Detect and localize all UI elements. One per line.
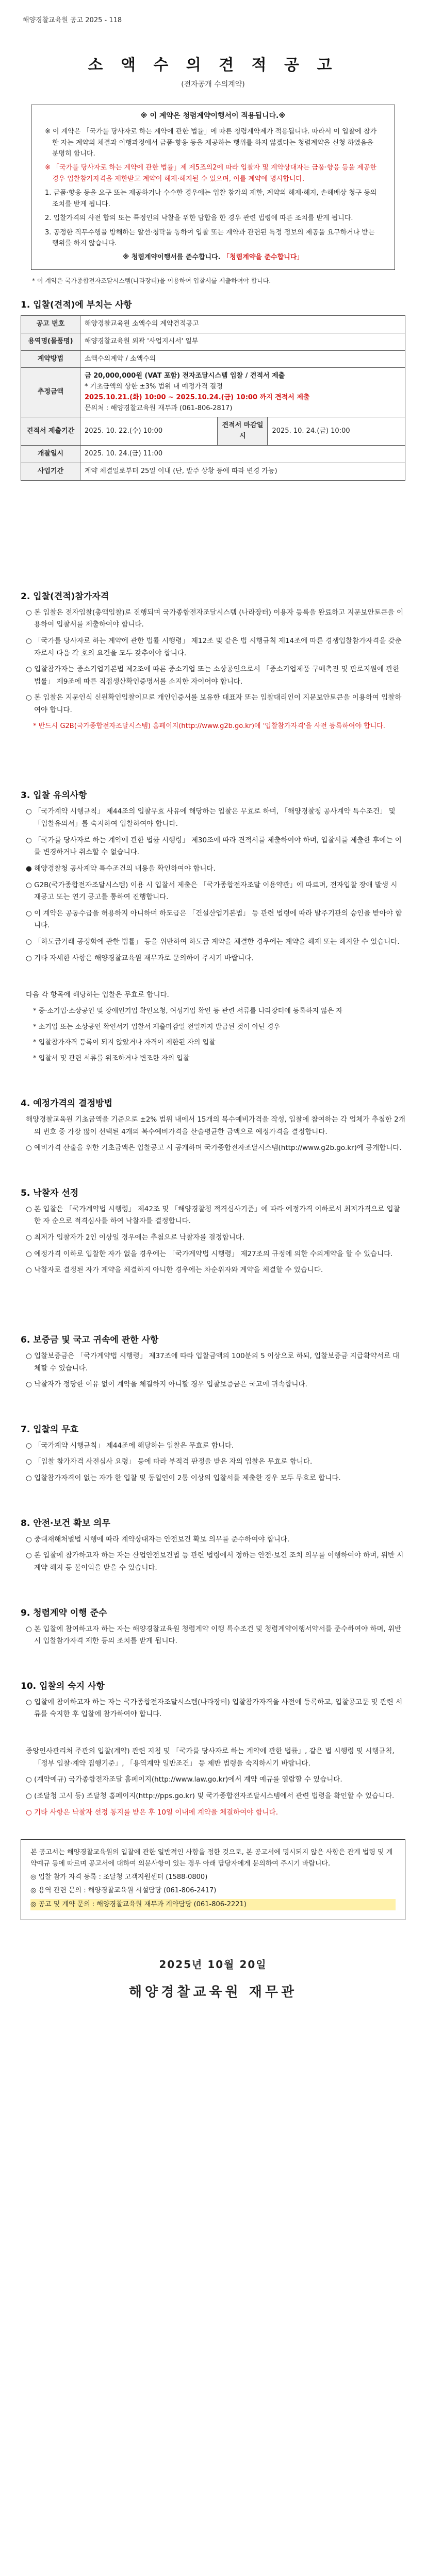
row-label: 계약방법 <box>21 350 80 368</box>
section-paragraph: ○ G2B(국가종합전자조달시스템) 이용 시 입찰서 제출은 「국가종합전자조달 이용약관」에 따르며, 전자입찰 장애 발생 시 재공고 또는 연기 공고를 통하여 진행합니다. <box>26 880 398 902</box>
document-title: 소 액 수 의 견 적 공 고 <box>88 56 338 74</box>
table-row <box>21 315 405 333</box>
contact-line: ◎ 용역 관련 문의 : 해양경찰교육원 시설담당 (061-806-2417) <box>30 1887 217 1895</box>
section-paragraph: ○ 본 입찰에 참여하고자 하는 자는 해양경찰교육원 청렴계약 이행 특수조건 및 청렴계약이행서약서를 준수하여야 하며, 위반 시 입찰참가자격 제한 등의 조치를 받게 됩니다. <box>26 1624 402 1646</box>
row-label: 사업기간 <box>21 463 80 480</box>
row-value: 해양경찰교육원 소액수의 계약견적공고 <box>80 315 405 333</box>
row-subvalue: 2025. 10. 24.(금) 10:00 <box>268 417 405 446</box>
integrity-footer-highlight: 「청렴계약을 준수합니다」 <box>223 253 304 262</box>
section-paragraph: ○ 예비가격 산출을 위한 기초금액은 입찰공고 시 공개하며 국가종합전자조달시스템(http://www.g2b.go.kr)에 공개합니다. <box>26 1144 402 1153</box>
section-paragraph: ○ (계약예규) 국가종합전자조달 홈페이지(http://www.law.go.kr)에서 계약 예규를 열람할 수 있습니다. <box>26 1775 342 1784</box>
integrity-notice-item: 3. 공정한 직무수행을 방해하는 알선·청탁을 통하여 입찰 또는 계약과 관련된 특정 정보의 제공을 요구하거나 받는 행위를 하지 않습니다. <box>45 228 375 248</box>
section-paragraph: ○ 입찰보증금은 「국가계약법 시행령」 제37조에 따라 입찰금액의 100분의 5 이상으로 하되, 입찰보증금 지급확약서로 대체할 수 있습니다. <box>26 1351 400 1372</box>
section-paragraph: ○ 낙찰자가 정당한 이유 없이 계약을 체결하지 아니할 경우 입찰보증금은 국고에 귀속합니다. <box>26 1380 307 1389</box>
overview-table <box>21 315 405 481</box>
integrity-notice-footer <box>45 252 381 263</box>
section-paragraph: ○ 중대재해처벌법 시행에 따라 계약상대자는 안전보건 확보 의무를 준수하여야 합니다. <box>26 1535 290 1544</box>
section-heading-8: 8. 안전·보건 확보 의무 <box>21 1518 110 1529</box>
table-row <box>21 446 405 463</box>
row-label: 개찰일시 <box>21 446 80 463</box>
section-paragraph: 해양경찰교육원 기초금액을 기준으로 ±2% 범위 내에서 15개의 복수예비가격을 작성, 입찰에 참여하는 각 업체가 추첨한 2개의 번호 중 가장 많이 선택된 4개의 복수예비가격을 산술평균한 금액으로 예정가격을 결정합니다. <box>26 1115 405 1136</box>
notice-number: 해양경찰교육원 공고 2025 - 118 <box>23 16 122 24</box>
row-value-estimate <box>80 368 405 417</box>
row-value: 계약 체결일로부터 25일 이내 (단, 발주 상황 등에 따라 변경 가능) <box>80 463 405 480</box>
integrity-notice-item: 2. 입찰가격의 사전 합의 또는 특정인의 낙찰을 위한 담합을 한 경우 관련 법령에 따른 조치를 받게 됩니다. <box>45 214 353 223</box>
estimate-amount: 금 20,000,000원 (VAT 포함) 전자조달시스템 입찰 / 견적서 제출 <box>85 372 285 380</box>
contact-info-box <box>21 1839 405 1920</box>
section-paragraph: ○ 최저가 입찰자가 2인 이상일 경우에는 추첨으로 낙찰자를 결정합니다. <box>26 1233 245 1242</box>
section-paragraph: ○ 「국가계약 시행규칙」 제44조에 해당하는 입찰은 무효로 합니다. <box>26 1441 234 1450</box>
contact-line: ◎ 입찰 참가 자격 등록 : 조달청 고객지원센터 (1588-0800) <box>30 1873 208 1882</box>
table-row <box>21 368 405 417</box>
row-label: 용역명(물품명) <box>21 333 80 350</box>
row-value: 2025. 10. 24.(금) 11:00 <box>80 446 405 463</box>
table-row <box>21 350 405 368</box>
section-heading-9: 9. 청렴계약 이행 준수 <box>21 1607 107 1618</box>
row-value: 소액수의계약 / 소액수의 <box>80 350 405 368</box>
section-paragraph: ○ 입찰에 참여하고자 하는 자는 국가종합전자조달시스템(나라장터) 입찰참가자격을 사전에 등록하고, 입찰공고문 및 관련 서류를 숙지한 후 입찰에 참가하여야 합니다. <box>26 1698 403 1719</box>
section-paragraph: ○ 기타 사항은 낙찰자 선정 통지를 받은 후 10일 이내에 계약을 체결하여야 합니다. <box>26 1808 278 1817</box>
estimate-submission-period: 2025.10.21.(화) 10:00 ~ 2025.10.24.(금) 10:00 까지 견적서 제출 <box>85 393 310 401</box>
top-footnote: * 이 계약은 국가종합전자조달시스템(나라장터)을 이용하여 입찰서를 제출하여야 합니다. <box>32 277 271 284</box>
integrity-notice-item: 1. 금품·향응 등을 요구 또는 제공하거나 수수한 경우에는 입찰 참가의 제한, 계약의 해제·해지, 손해배상 청구 등의 조치를 받게 됩니다. <box>45 189 377 208</box>
section-heading-1: 1. 입찰(견적)에 부치는 사항 <box>21 299 132 310</box>
section-paragraph: ○ 낙찰자로 결정된 자가 계약을 체결하지 아니한 경우에는 차순위자와 계약을 체결할 수 있습니다. <box>26 1266 323 1275</box>
table-row <box>21 463 405 480</box>
section-paragraph: 다음 각 항목에 해당하는 입찰은 무효로 합니다. <box>26 991 169 999</box>
section-heading-5: 5. 낙찰자 선정 <box>21 1188 79 1198</box>
section-paragraph: 중앙인사관리처 주관의 입찰(계약) 관련 지침 및 「국가를 당사자로 하는 계약에 관한 법률」, 같은 법 시행령 및 시행규칙, 「정부 입찰·계약 집행기준」, 「용역계약 일반조건」 등 제반 법령을 숙지하시기 바랍니다. <box>26 1747 395 1768</box>
row-sublabel: 견적서 마감일시 <box>218 417 268 446</box>
section-paragraph: ○ 본 입찰은 전자입찰(총액입찰)로 진행되며 국가종합전자조달시스템 (나라장터) 이용자 등록을 완료하고 지문보안토큰을 이용하여 입찰서를 제출하여야 합니다. <box>26 608 404 629</box>
row-label: 견적서 제출기간 <box>21 417 80 446</box>
table-row <box>21 333 405 350</box>
section-heading-2: 2. 입찰(견적)참가자격 <box>21 591 109 602</box>
section-note: * 소기업 또는 소상공인 확인서가 입찰서 제출마감일 전일까지 발급된 것이 아닌 경우 <box>33 1023 280 1031</box>
section-paragraph: ○ 입찰참가자격이 없는 자가 한 입찰 및 동일인이 2통 이상의 입찰서를 제출한 경우 모두 무효로 합니다. <box>26 1474 341 1483</box>
section-paragraph: ○ 「하도급거래 공정화에 관한 법률」 등을 위반하여 하도급 계약을 체결한 경우에는 계약을 해제 또는 해지할 수 있습니다. <box>26 938 400 946</box>
section-paragraph: ○ 「국가를 당사자로 하는 계약에 관한 법률 시행령」 제12조 및 같은 법 시행규칙 제14조에 따른 경쟁입찰참가자격을 갖춘 자로서 다음 각 호의 요건을 모두 갖추어야 합니다. <box>26 636 402 657</box>
section-heading-10: 10. 입찰의 숙지 사항 <box>21 1681 105 1691</box>
issuer-name: 해양경찰교육원 재무관 <box>128 1984 298 2000</box>
integrity-notice-item: ※ 「국가를 당사자로 하는 계약에 관한 법률」제 제5조의2에 따라 입찰자 및 계약상대자는 금품·향응 등을 제공한 경우 입찰참가자격을 제한받고 계약이 해제·해지될 수 있으며, 이를 계약에 명시합니다. <box>45 164 376 183</box>
section-paragraph: ○ 예정가격 이하로 입찰한 자가 없을 경우에는 「국가계약법 시행령」 제27조의 규정에 의한 수의계약을 할 수 있습니다. <box>26 1249 393 1258</box>
section-heading-6: 6. 보증금 및 국고 귀속에 관한 사항 <box>21 1334 159 1345</box>
section-paragraph: ○ 입찰참가자는 중소기업기본법 제2조에 따른 중소기업 또는 소상공인으로서 「중소기업제품 구매촉진 및 판로지원에 관한 법률」 제9조에 따른 직접생산확인증명서를 소지한 자이어야 합니다. <box>26 665 400 686</box>
integrity-notice-title: ※ 이 계약은 청렴계약이행서이 적용됩니다.※ <box>140 112 286 120</box>
section-paragraph: ○ 본 입찰은 「국가계약법 시행령」 제42조 및 「해양경찰청 적격심사기준」에 따라 예정가격 이하로서 최저가격으로 입찰한 자 순으로 적격심사를 하여 낙찰자를 결정합니다. <box>26 1205 400 1226</box>
row-label: 추정금액 <box>21 368 80 417</box>
document-subtitle: (전자공개 수의계약) <box>181 80 245 89</box>
row-value: 해양경찰교육원 외곽 '사업지시서' 일부 <box>80 333 405 350</box>
section-heading-7: 7. 입찰의 무효 <box>21 1424 79 1435</box>
row-label: 공고 번호 <box>21 315 80 333</box>
section-paragraph: ○ 「입찰 참가자격 사전심사 요령」 등에 따라 부적격 판정을 받은 자의 입찰은 무효로 합니다. <box>26 1458 313 1466</box>
section-note: * 입찰참가자격 등록이 되지 않았거나 자격이 제한된 자의 입찰 <box>33 1039 216 1047</box>
section-paragraph: ○ 본 입찰에 참가하고자 하는 자는 산업안전보건법 등 관련 법령에서 정하는 안전·보건 조치 의무를 이행하여야 하며, 위반 시 계약 해지 등 불이익을 받을 수 있습니다. <box>26 1551 404 1572</box>
section-paragraph: ○ 본 입찰은 지문인식 신원확인입찰이므로 개인인증서를 보유한 대표자 또는 입찰대리인이 지문보안토큰을 이용하여 입찰하여야 합니다. <box>26 693 402 715</box>
estimate-extra: * 기초금액의 상한 ±3% 범위 내 예정가격 결정 <box>85 383 223 391</box>
section-paragraph: ● 해양경찰청 공사계약 특수조건의 내용을 확인하여야 합니다. <box>26 864 216 873</box>
integrity-notice-box <box>31 105 395 270</box>
section-paragraph: ○ (조달청 고시 등) 조달청 홈페이지(http://pps.go.kr) 및 국가종합전자조달시스템에서 관련 법령을 확인할 수 있습니다. <box>26 1791 395 1800</box>
contact-intro: 본 공고서는 해양경찰교육원의 입찰에 관한 일반적인 사항을 정한 것으로, 본 공고서에 명시되지 않은 사항은 관계 법령 및 계약예규 등에 따르며 공고서에 대하여 의문사항이 있는 경우 아래 담당자에게 문의하여 주시기 바랍니다. <box>30 1849 393 1868</box>
row-value: 2025. 10. 22.(수) 10:00 <box>80 417 218 446</box>
section-paragraph: ○ 「국가를 당사자로 하는 계약에 관한 법률 시행령」 제30조에 따라 견적서를 제출하여야 하며, 입찰서를 제출한 후에는 이를 변경하거나 취소할 수 없습니다. <box>26 836 402 857</box>
section-heading-4: 4. 예정가격의 결정방법 <box>21 1098 112 1109</box>
section-note: * 입찰서 및 관련 서류를 위조하거나 변조한 자의 입찰 <box>33 1055 190 1063</box>
estimate-contact: 문의처 : 해양경찰교육원 재무과 (061-806-2817) <box>85 404 233 412</box>
section-heading-3: 3. 입찰 유의사항 <box>21 790 87 801</box>
contact-line: ◎ 공고 및 계약 문의 : 해양경찰교육원 재무과 계약담당 (061-806-2221) <box>30 1899 396 1910</box>
section-note: * 중·소기업·소상공인 및 장애인기업 확인요청, 여성기업 확인 등 관련 서류를 나라장터에 등록하지 않은 자 <box>33 1007 343 1015</box>
section-note: * 반드시 G2B(국가종합전자조달시스템) 홈페이지(http://www.g2b.go.kr)에 '입찰참가자격'을 사전 등록하여야 합니다. <box>33 722 385 730</box>
notice-date: 2025년 10월 20일 <box>159 1958 267 1971</box>
integrity-footer-prefix: ※ 청렴계약이행서를 준수합니다. <box>122 253 221 262</box>
integrity-notice-item: ※ 이 계약은 「국가를 당사자로 하는 계약에 관한 법률」에 따른 청렴계약제가 적용됩니다. 따라서 이 입찰에 참가한 자는 계약의 체결과 이행과정에서 금품·향응 등을 제공하는 행위를 하지 않겠다는 청렴계약을 신청 하였음을 분명히 합니다. <box>45 128 377 158</box>
table-row <box>21 417 405 446</box>
section-paragraph: ○ 이 계약은 공동수급을 허용하지 아니하며 하도급은 「건설산업기본법」 등 관련 법령에 따라 발주기관의 승인을 받아야 합니다. <box>26 909 402 930</box>
section-paragraph: ○ 기타 자세한 사항은 해양경찰교육원 재무과로 문의하여 주시기 바랍니다. <box>26 954 254 962</box>
section-paragraph: ○ 「국가계약 시행규칙」 제44조의 입찰무효 사유에 해당하는 입찰은 무효로 하며, 「해양경찰청 공사계약 특수조건」 및 「입찰유의서」를 숙지하여 입찰하여야 합니다. <box>26 807 396 828</box>
